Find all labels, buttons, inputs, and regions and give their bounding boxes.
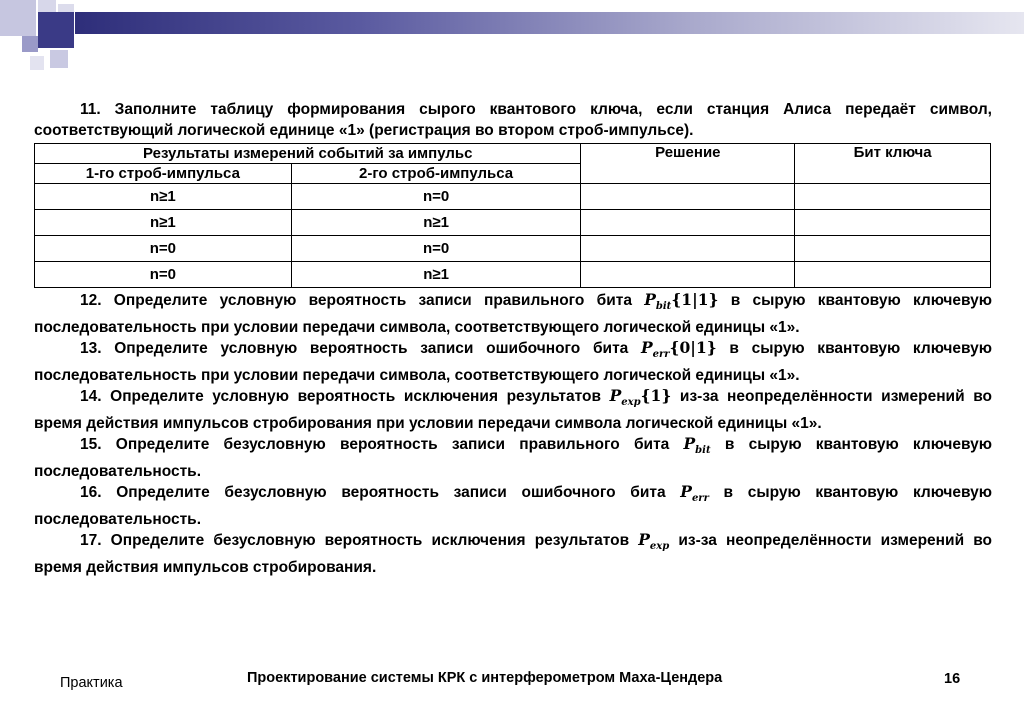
cell-second: n≥1 bbox=[291, 210, 581, 236]
footer-section-label: Практика bbox=[60, 675, 123, 691]
header-key-bit: Бит ключа bbox=[795, 144, 991, 184]
cell-second: n=0 bbox=[291, 184, 581, 210]
slide-content bbox=[34, 100, 992, 579]
cell-bit[interactable] bbox=[795, 262, 991, 288]
task-13: 13. Определите условную вероятность записи ошибочного бита $P_{err}\{0|1\}$ в сырую квантовую ключевую последовательность при условии передачи символа, соответствующего логической единицы «1». bbox=[34, 338, 992, 384]
table-row bbox=[35, 262, 991, 288]
formula-p-err: $P_{err}$ bbox=[680, 482, 709, 505]
footer-title: Проектирование системы КРК с интерферометром Маха-Цендера bbox=[247, 670, 723, 686]
formula-p-bit: $P_{bit}$ bbox=[683, 434, 711, 457]
header-second-strobe: 2-го строб-импульса bbox=[291, 164, 581, 184]
formula-p-exp-conditional: $P_{exp}\{1\}$ bbox=[609, 386, 672, 409]
formula-p-exp: $P_{exp}$ bbox=[638, 530, 670, 553]
raw-key-table bbox=[34, 143, 991, 288]
cell-decision[interactable] bbox=[581, 236, 795, 262]
cell-first: n≥1 bbox=[35, 210, 292, 236]
task-12: 12. Определите условную вероятность записи правильного бита $P_{bit}\{1|1\}$ в сырую квантовую ключевую последовательность при условии передачи символа, соответствующего логической единицы «1». bbox=[34, 290, 992, 336]
cell-second: n≥1 bbox=[291, 262, 581, 288]
cell-decision[interactable] bbox=[581, 262, 795, 288]
decor-square-4 bbox=[38, 12, 74, 48]
cell-bit[interactable] bbox=[795, 236, 991, 262]
cell-first: n=0 bbox=[35, 236, 292, 262]
decor-square-7 bbox=[30, 56, 44, 70]
cell-decision[interactable] bbox=[581, 210, 795, 236]
table-row bbox=[35, 184, 991, 210]
task-15: 15. Определите безусловную вероятность записи правильного бита $P_{bit}$ в сырую квантовую ключевую последовательность. bbox=[34, 434, 992, 480]
table-row bbox=[35, 210, 991, 236]
formula-p-err-conditional: $P_{err}\{0|1\}$ bbox=[640, 338, 717, 361]
cell-bit[interactable] bbox=[795, 210, 991, 236]
cell-first: n=0 bbox=[35, 262, 292, 288]
task-11: 11. Заполните таблицу формирования сырого квантового ключа, если станция Алиса передаёт символ, соответствующий логической единице «1» (регистрация во втором строб-импульсе). bbox=[34, 101, 992, 139]
task-14: 14. Определите условную вероятность исключения результатов $P_{exp}\{1\}$ из-за неопределённости измерений во время действия импульсов стробирования при условии передачи символа логической единицы «1». bbox=[34, 386, 992, 432]
decor-square-6 bbox=[50, 50, 68, 68]
cell-second: n=0 bbox=[291, 236, 581, 262]
header-band bbox=[75, 12, 1024, 34]
cell-bit[interactable] bbox=[795, 184, 991, 210]
cell-decision[interactable] bbox=[581, 184, 795, 210]
header-decision: Решение bbox=[581, 144, 795, 184]
task-17: 17. Определите безусловную вероятность исключения результатов $P_{exp}$ из-за неопределённости измерений во время действия импульсов стробирования. bbox=[34, 530, 993, 577]
decor-square-1 bbox=[0, 0, 36, 36]
header-first-strobe: 1-го строб-импульса bbox=[35, 164, 292, 184]
cell-first: n≥1 bbox=[35, 184, 292, 210]
table-header-row bbox=[35, 144, 991, 164]
header-measurements: Результаты измерений событий за импульс bbox=[35, 144, 581, 164]
formula-p-bit-conditional: $P_{bit}\{1|1\}$ bbox=[644, 290, 719, 313]
table-row bbox=[35, 236, 991, 262]
page-number: 16 bbox=[944, 671, 961, 687]
decor-square-5 bbox=[22, 36, 38, 52]
task-16: 16. Определите безусловную вероятность записи ошибочного бита $P_{err}$ в сырую квантовую ключевую последовательность. bbox=[34, 482, 992, 528]
